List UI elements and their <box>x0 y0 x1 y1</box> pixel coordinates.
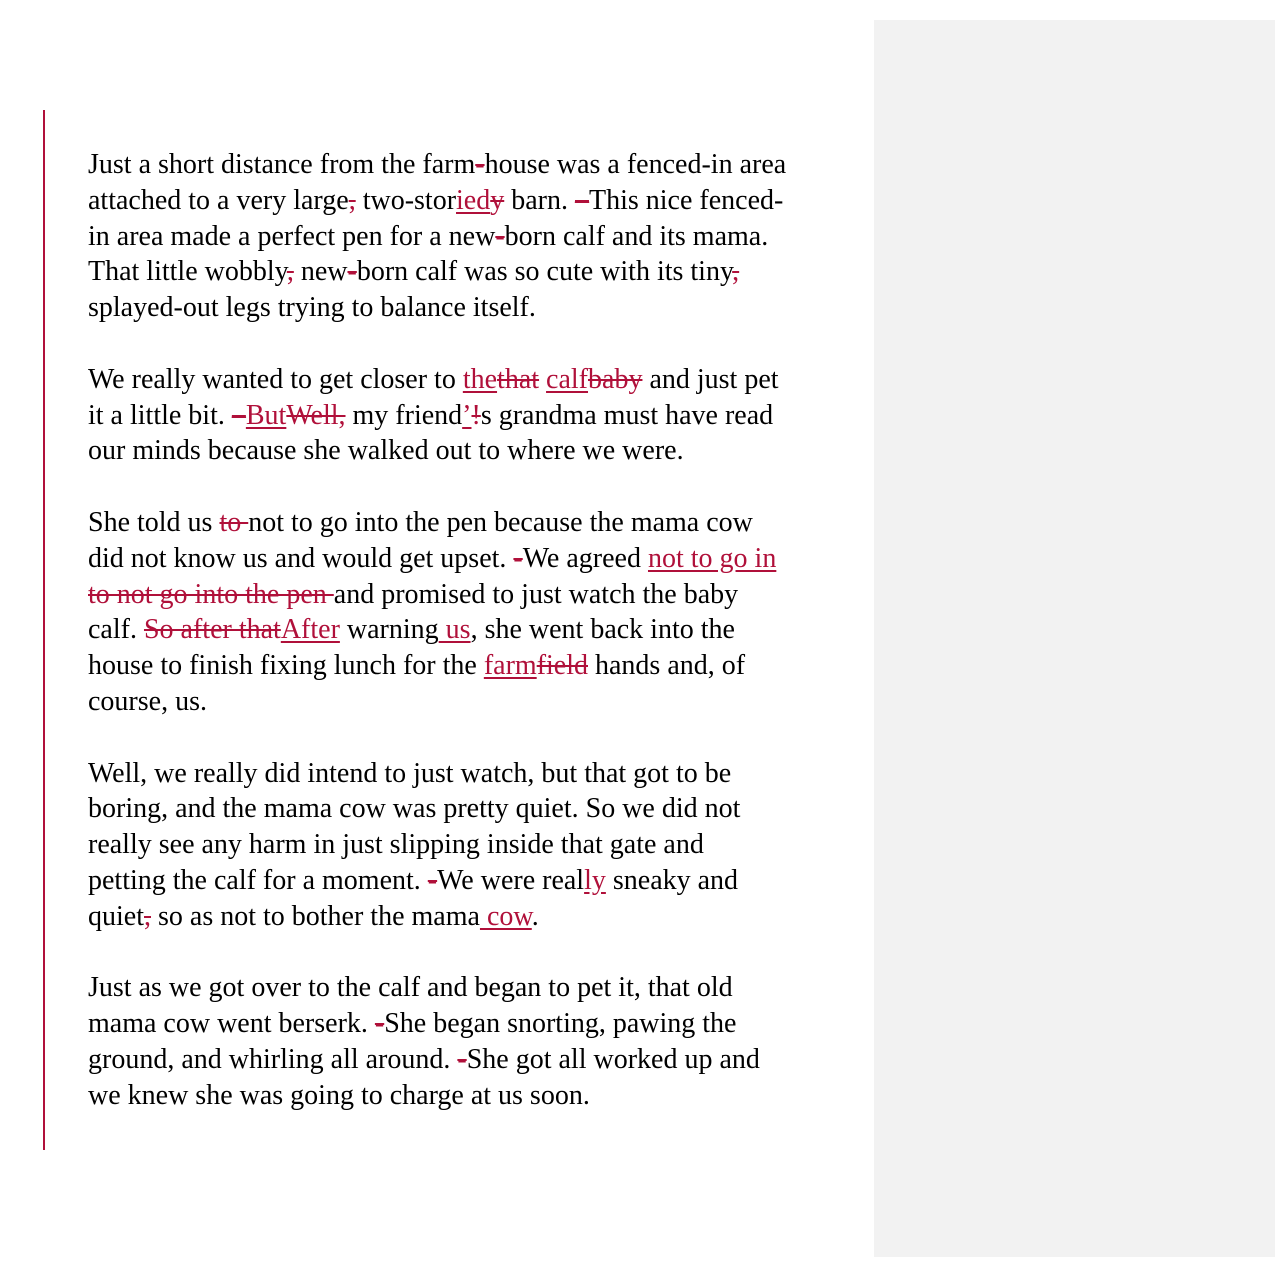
text-run: course, us. <box>88 685 207 717</box>
text-line <box>88 290 870 326</box>
text-run: really see any harm in just slipping inside that gate and <box>88 829 704 861</box>
deletion: field <box>536 650 588 682</box>
text-run: new <box>293 256 348 288</box>
text-run: We agreed <box>522 542 648 574</box>
paragraph <box>88 362 870 469</box>
insertion: not to go in <box>647 542 777 574</box>
comment-pane <box>874 20 1275 1257</box>
text-run: hands and, of <box>588 650 746 682</box>
text-run: She began snorting, pawing the <box>384 1008 737 1040</box>
paragraph <box>88 970 870 1113</box>
text-run: . <box>531 900 539 932</box>
text-line <box>88 791 870 827</box>
text-run: mama cow went berserk. <box>88 1008 375 1040</box>
text-run: barn. <box>504 184 575 216</box>
text-run: so as not to bother the mama <box>151 900 480 932</box>
text-line <box>88 827 870 863</box>
text-line <box>88 398 870 434</box>
text-line <box>88 863 870 899</box>
text-run: house to finish fixing lunch for the <box>88 650 484 682</box>
insertion: After <box>280 614 340 646</box>
text-run: We really wanted to get closer to <box>88 363 463 395</box>
text-run: sneaky and <box>605 864 739 896</box>
text-run: That little wobbly <box>88 256 287 288</box>
text-line <box>88 183 870 219</box>
deletion: to <box>219 506 249 538</box>
deletion: y <box>490 184 505 216</box>
paragraph <box>88 505 870 720</box>
text-line <box>88 970 870 1006</box>
text-line <box>88 219 870 255</box>
deletion: Well, <box>286 399 346 431</box>
text-run: Just a short distance from the farm <box>88 149 476 180</box>
text-run: two-stor <box>355 184 457 216</box>
text-run: boring, and the mama cow was pretty quiet. So we did not <box>88 793 741 825</box>
deletion: to not go into the pen <box>88 578 334 610</box>
text-run: did not know us and would get upset. <box>88 542 514 574</box>
text-line <box>88 756 870 792</box>
deletion: , <box>286 256 294 288</box>
text-run: our minds because she walked out to where we were. <box>88 435 684 467</box>
deletion: , <box>732 256 740 288</box>
text-run: in area made a perfect pen for a new <box>88 220 496 252</box>
text-run: ground, and whirling all around. <box>88 1043 458 1075</box>
text-line <box>88 1006 870 1042</box>
deletion: - <box>347 256 357 288</box>
insertion: cow <box>479 900 532 932</box>
deletion: , <box>348 184 356 216</box>
text-line <box>88 254 870 290</box>
deletion: – <box>575 184 589 216</box>
paragraph <box>88 756 870 935</box>
text-run: petting the calf for a moment. <box>88 864 428 896</box>
deletion: - <box>457 1043 467 1075</box>
text-line <box>88 899 870 935</box>
text-run: We were real <box>437 864 585 896</box>
text-run: splayed-out legs trying to balance itself. <box>88 292 536 324</box>
text-run: attached to a very large <box>88 184 349 216</box>
text-run: born calf was so cute with its tiny <box>356 256 733 288</box>
insertion: ’ <box>462 399 472 431</box>
deletion: - <box>374 1008 385 1040</box>
text-line <box>88 684 870 720</box>
text-run <box>539 364 546 395</box>
text-run: born calf and its mama. <box>504 220 769 252</box>
text-line <box>88 541 870 577</box>
text-line <box>88 648 870 684</box>
deletion: ! <box>471 399 481 431</box>
text-run: Just as we got over to the calf and began to pet it, that old <box>88 972 733 1004</box>
text-run: , she went back into the <box>470 614 735 646</box>
text-line <box>88 505 870 541</box>
text-run: calf. <box>88 614 144 646</box>
text-run: s grandma must have read <box>480 399 774 431</box>
deletion: - <box>513 542 523 574</box>
text-run: She told us <box>88 506 220 538</box>
deletion: - <box>427 864 438 896</box>
text-run: She got all worked up and <box>466 1043 760 1075</box>
insertion: ly <box>584 864 606 896</box>
deletion: baby <box>588 363 643 395</box>
insertion: us <box>438 614 471 646</box>
deletion: that <box>497 363 540 395</box>
insertion: But <box>245 399 287 431</box>
text-run: Well, we really did intend to just watch, but that got to be <box>88 757 732 789</box>
text-line <box>88 612 870 648</box>
text-run: quiet <box>88 900 144 932</box>
deletion: - <box>495 220 505 252</box>
text-run: and just pet <box>642 363 779 395</box>
text-run: it a little bit. <box>88 399 232 431</box>
paragraph <box>88 147 870 326</box>
deletion: – <box>231 399 246 431</box>
insertion: calf <box>546 363 589 395</box>
deletion: - <box>475 149 485 180</box>
insertion: ied <box>456 184 491 216</box>
text-line <box>88 433 870 469</box>
text-run: we knew she was going to charge at us soon. <box>88 1079 590 1111</box>
text-run: not to go into the pen because the mama cow <box>248 506 753 538</box>
document-body <box>88 147 870 1149</box>
text-line <box>88 147 870 183</box>
text-line <box>88 1078 870 1114</box>
deletion: So after that <box>143 614 281 646</box>
insertion: the <box>462 363 498 395</box>
text-run: and promised to just watch the baby <box>333 578 739 610</box>
text-line <box>88 362 870 398</box>
text-run: This nice fenced- <box>589 184 784 216</box>
change-bar <box>43 110 45 1150</box>
text-run: house was a fenced-in area <box>484 149 787 180</box>
text-line <box>88 577 870 613</box>
text-run: my friend <box>345 399 463 431</box>
text-run: warning <box>339 614 439 646</box>
text-line <box>88 1042 870 1078</box>
deletion: , <box>144 900 151 932</box>
insertion: farm <box>483 650 537 682</box>
